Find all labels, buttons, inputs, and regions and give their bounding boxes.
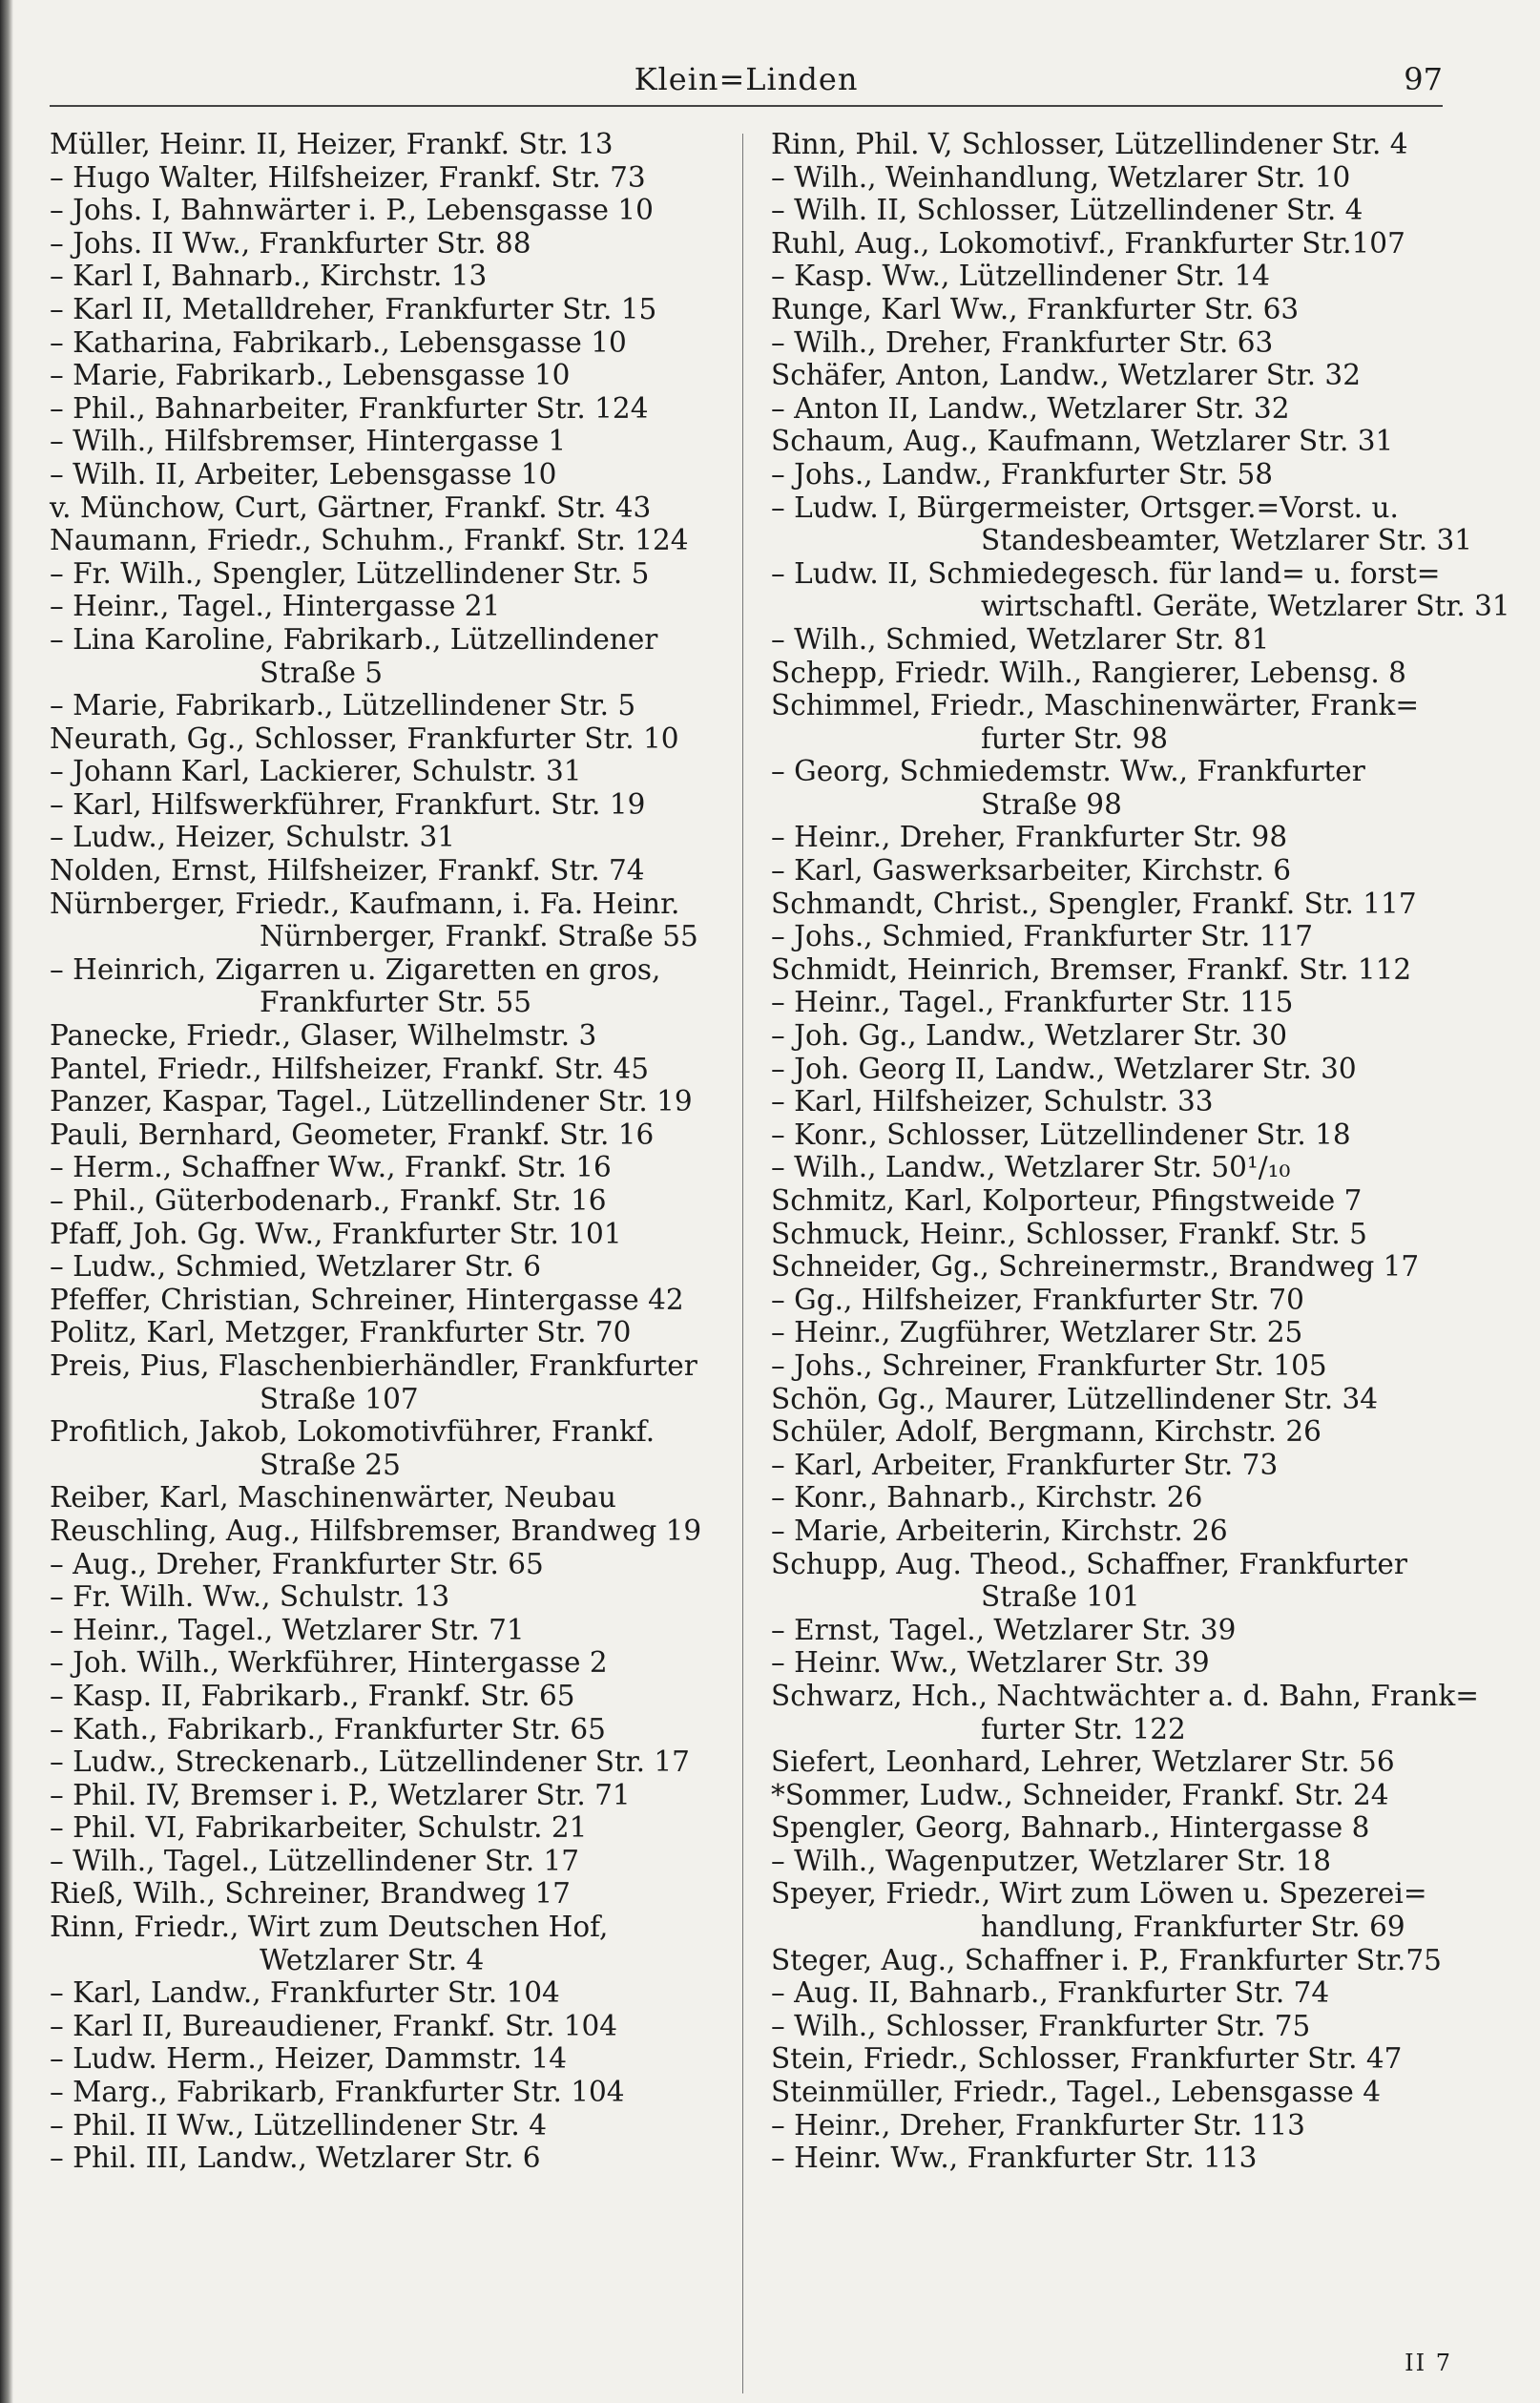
directory-entry	[50, 888, 725, 953]
entry-line: – Heinr. Ww., Frankfurter Str. 113	[771, 2142, 1258, 2175]
entry-line: – Karl, Hilfswerkführer, Frankfurt. Str. 19	[50, 787, 646, 821]
directory-entry	[50, 2010, 725, 2043]
entry-line: Schwarz, Hch., Nachtwächter a. d. Bahn, Frank=	[771, 1679, 1480, 1712]
directory-entry	[50, 1284, 725, 1317]
entry-line: – Ludw., Heizer, Schulstr. 31	[50, 821, 456, 854]
entry-line: – Karl II, Bureaudiener, Frankf. Str. 104	[50, 2009, 618, 2042]
entry-continuation: Straße 101	[981, 1580, 1140, 1614]
entry-line: – Marg., Fabrikarb, Frankfurter Str. 104	[50, 2076, 625, 2109]
directory-entry	[771, 2109, 1450, 2142]
directory-entry	[771, 359, 1450, 392]
entry-line: Politz, Karl, Metzger, Frankfurter Str. 70	[50, 1316, 632, 1349]
directory-entry	[50, 1548, 725, 1581]
entry-line: – Joh. Georg II, Landw., Wetzlarer Str. 30	[771, 1052, 1357, 1085]
entry-line: – Ernst, Tagel., Wetzlarer Str. 39	[771, 1613, 1237, 1646]
entry-continuation: furter Str. 122	[981, 1712, 1186, 1745]
entry-line: Panzer, Kaspar, Tagel., Lützellindener Str. 19	[50, 1085, 693, 1118]
directory-entry	[50, 1085, 725, 1118]
directory-entry	[771, 1118, 1450, 1152]
entry-line: Schaum, Aug., Kaufmann, Wetzlarer Str. 31	[771, 425, 1394, 458]
directory-entry	[771, 1019, 1450, 1053]
directory-entry	[771, 1316, 1450, 1349]
entry-line: – Ludw., Schmied, Wetzlarer Str. 6	[50, 1250, 541, 1284]
entry-line: Pauli, Bernhard, Geometer, Frankf. Str. 16	[50, 1118, 655, 1151]
entry-line: Schmandt, Christ., Spengler, Frankf. Str. 117	[771, 887, 1417, 920]
entry-line: – Marie, Fabrikarb., Lützellindener Str. 5	[50, 689, 636, 722]
entry-line: – Marie, Arbeiterin, Kirchstr. 26	[771, 1514, 1228, 1547]
entry-continuation: Frankfurter Str. 55	[260, 986, 532, 1019]
entry-line: – Karl II, Metalldreher, Frankfurter Str. 15	[50, 292, 657, 325]
entry-line: – Ludw. Herm., Heizer, Dammstr. 14	[50, 2042, 568, 2076]
entry-line: – Karl, Hilfsheizer, Schulstr. 33	[771, 1085, 1214, 1118]
directory-entry	[50, 1811, 725, 1845]
directory-entry	[771, 1548, 1450, 1614]
entry-line: Schön, Gg., Maurer, Lützellindener Str. 34	[771, 1382, 1379, 1415]
entry-continuation: Straße 98	[981, 787, 1122, 821]
directory-entry	[771, 2076, 1450, 2109]
entry-line: – Heinr. Ww., Wetzlarer Str. 39	[771, 1646, 1210, 1680]
directory-entry	[50, 128, 725, 161]
entry-line: Panecke, Friedr., Glaser, Wilhelmstr. 3	[50, 1019, 597, 1053]
directory-entry	[50, 1845, 725, 1878]
entry-line: – Aug., Dreher, Frankfurter Str. 65	[50, 1547, 544, 1580]
entry-line: Siefert, Leonhard, Lehrer, Wetzlarer Str. 56	[771, 1745, 1395, 1779]
entry-line: Schüler, Adolf, Bergmann, Kirchstr. 26	[771, 1415, 1321, 1449]
directory-entry	[50, 1349, 725, 1415]
entry-line: – Phil. II Ww., Lützellindener Str. 4	[50, 2108, 547, 2142]
entry-line: – Karl, Arbeiter, Frankfurter Str. 73	[771, 1448, 1279, 1481]
directory-entry	[50, 260, 725, 293]
directory-entry	[771, 1779, 1450, 1812]
directory-entry	[50, 689, 725, 722]
directory-entry	[771, 1944, 1450, 1977]
entry-line: – Heinr., Dreher, Frankfurter Str. 113	[771, 2108, 1305, 2142]
directory-entry	[50, 293, 725, 326]
directory-entry	[50, 161, 725, 195]
entry-line: – Wilh., Tagel., Lützellindener Str. 17	[50, 1844, 580, 1877]
page-title: Klein=Linden	[634, 61, 859, 97]
entry-continuation: furter Str. 98	[981, 721, 1169, 755]
entry-line: – Heinr., Zugführer, Wetzlarer Str. 25	[771, 1316, 1303, 1349]
directory-entry	[50, 227, 725, 261]
entry-continuation: Straße 25	[260, 1448, 401, 1481]
entry-line: – Karl, Landw., Frankfurter Str. 104	[50, 1976, 560, 2010]
entry-line: Profitlich, Jakob, Lokomotivführer, Frankf.	[50, 1415, 656, 1449]
entry-line: – Kasp. Ww., Lützellindener Str. 14	[771, 260, 1270, 293]
entry-line: Pantel, Friedr., Hilfsheizer, Frankf. Str. 45	[50, 1052, 649, 1085]
directory-entry	[771, 1250, 1450, 1284]
entry-line: – Wilh. II, Schlosser, Lützellindener Str. 4	[771, 194, 1363, 227]
entry-line: Schupp, Aug. Theod., Schaffner, Frankfurter	[771, 1547, 1407, 1580]
entry-line: v. Münchow, Curt, Gärtner, Frankf. Str. 43	[50, 491, 652, 524]
entry-line: – Georg, Schmiedemstr. Ww., Frankfurter	[771, 755, 1365, 788]
entry-continuation: Straße 5	[260, 656, 384, 689]
directory-entry	[50, 1877, 725, 1911]
entry-line: Preis, Pius, Flaschenbierhändler, Frankfurter	[50, 1348, 697, 1382]
directory-entry	[50, 1184, 725, 1218]
entry-continuation: Standesbeamter, Wetzlarer Str. 31	[981, 524, 1473, 557]
directory-entry	[771, 1151, 1450, 1184]
entry-line: – Konr., Schlosser, Lützellindener Str. 18	[771, 1118, 1351, 1151]
directory-entry	[771, 755, 1450, 821]
entry-line: Neurath, Gg., Schlosser, Frankfurter Str. 10	[50, 721, 679, 755]
directory-entry	[771, 194, 1450, 227]
directory-entry	[771, 953, 1450, 987]
directory-entry	[771, 326, 1450, 360]
directory-entry	[771, 161, 1450, 195]
directory-entry	[771, 1053, 1450, 1086]
directory-entry	[50, 2109, 725, 2142]
entry-line: – Johs., Schreiner, Frankfurter Str. 105	[771, 1348, 1327, 1382]
entry-line: – Ludw. I, Bürgermeister, Ortsger.=Vorst. u.	[771, 491, 1399, 524]
directory-entry	[771, 491, 1473, 557]
entry-line: – Gg., Hilfsheizer, Frankfurter Str. 70	[771, 1283, 1304, 1316]
entry-line: Müller, Heinr. II, Heizer, Frankf. Str. 13	[50, 128, 614, 160]
entry-line: – Joh. Gg., Landw., Wetzlarer Str. 30	[771, 1019, 1288, 1053]
directory-entry	[771, 854, 1450, 888]
directory-entry	[50, 953, 725, 1019]
entry-line: – Kasp. II, Fabrikarb., Frankf. Str. 65	[50, 1679, 575, 1712]
entry-line: – Hugo Walter, Hilfsheizer, Frankf. Str. 73	[50, 160, 646, 194]
entry-line: Schimmel, Friedr., Maschinenwärter, Frank=	[771, 689, 1420, 722]
directory-entry	[771, 1845, 1450, 1878]
entry-line: – Ludw. II, Schmiedegesch. für land= u. forst=	[771, 556, 1441, 590]
directory-entry	[771, 1184, 1450, 1218]
directory-entry	[50, 590, 725, 623]
entry-line: Nürnberger, Friedr., Kaufmann, i. Fa. Heinr.	[50, 887, 680, 920]
entry-line: – Phil., Güterbodenarb., Frankf. Str. 16	[50, 1184, 607, 1217]
entry-continuation: wirtschaftl. Geräte, Wetzlarer Str. 31	[981, 590, 1510, 623]
directory-entry	[50, 1481, 725, 1515]
directory-entry	[50, 821, 725, 854]
directory-entry	[771, 1976, 1450, 2010]
directory-entry	[771, 1745, 1450, 1779]
entry-line: – Karl I, Bahnarb., Kirchstr. 13	[50, 260, 488, 293]
entry-line: Reuschling, Aug., Hilfsbremser, Brandweg 19	[50, 1514, 702, 1547]
directory-entry	[771, 1284, 1450, 1317]
directory-entry	[771, 1085, 1450, 1118]
entry-line: – Marie, Fabrikarb., Lebensgasse 10	[50, 359, 571, 392]
entry-line: Schepp, Friedr. Wilh., Rangierer, Lebensg. 8	[771, 656, 1406, 689]
directory-entry	[771, 1646, 1450, 1680]
entry-line: – Wilh., Landw., Wetzlarer Str. 50¹/₁₀	[771, 1151, 1291, 1184]
entry-line: Steinmüller, Friedr., Tagel., Lebensgasse 4	[771, 2076, 1381, 2109]
entry-line: Pfeffer, Christian, Schreiner, Hintergasse 42	[50, 1283, 684, 1316]
entry-line: – Johs., Landw., Frankfurter Str. 58	[771, 457, 1273, 491]
entry-line: Schäfer, Anton, Landw., Wetzlarer Str. 32	[771, 359, 1361, 392]
directory-entry	[771, 1515, 1450, 1548]
entry-line: – Fr. Wilh., Spengler, Lützellindener Str. 5	[50, 556, 650, 590]
directory-entry	[50, 1713, 725, 1746]
entry-line: – Aug. II, Bahnarb., Frankfurter Str. 74	[771, 1976, 1330, 2010]
directory-entry	[50, 1779, 725, 1812]
directory-entry	[771, 458, 1450, 491]
entry-line: Stein, Friedr., Schlosser, Frankfurter Str. 47	[771, 2042, 1403, 2076]
directory-entry	[771, 1877, 1450, 1943]
directory-entry	[771, 1415, 1450, 1449]
entry-line: Schmitz, Karl, Kolporteur, Pfingstweide 7	[771, 1184, 1363, 1217]
directory-entry	[50, 491, 725, 525]
entry-line: – Heinr., Tagel., Wetzlarer Str. 71	[50, 1613, 525, 1646]
directory-entry	[771, 657, 1450, 690]
entry-line: – Fr. Wilh. Ww., Schulstr. 13	[50, 1580, 450, 1614]
entry-line: – Wilh., Schmied, Wetzlarer Str. 81	[771, 622, 1270, 656]
directory-entry	[50, 1118, 725, 1152]
right-column	[771, 128, 1510, 2175]
entry-line: *Sommer, Ludw., Schneider, Frankf. Str. 24	[771, 1778, 1389, 1811]
entry-line: – Herm., Schaffner Ww., Frankf. Str. 16	[50, 1151, 612, 1184]
entry-continuation: Nürnberger, Frankf. Straße 55	[260, 920, 698, 953]
directory-entry	[50, 359, 725, 392]
directory-entry	[50, 854, 725, 888]
directory-entry	[50, 194, 725, 227]
entry-line: Rinn, Phil. V, Schlosser, Lützellindener Str. 4	[771, 128, 1408, 160]
directory-entry	[50, 1911, 725, 1976]
entry-line: – Heinrich, Zigarren u. Zigaretten en gros,	[50, 952, 661, 986]
entry-line: – Johs. I, Bahnwärter i. P., Lebensgasse 10	[50, 194, 654, 227]
entry-line: – Phil. VI, Fabrikarbeiter, Schulstr. 21	[50, 1811, 588, 1845]
directory-entry	[771, 689, 1450, 755]
entry-line: – Wilh., Weinhandlung, Wetzlarer Str. 10	[771, 160, 1351, 194]
directory-entry	[771, 2010, 1450, 2043]
entry-line: – Konr., Bahnarb., Kirchstr. 26	[771, 1481, 1203, 1515]
entry-line: – Wilh., Wagenputzer, Wetzlarer Str. 18	[771, 1844, 1332, 1877]
directory-entry	[50, 1745, 725, 1779]
directory-entry	[50, 1053, 725, 1086]
directory-entry	[771, 392, 1450, 426]
directory-entry	[771, 1449, 1450, 1482]
entry-line: Rieß, Wilh., Schreiner, Brandweg 17	[50, 1877, 571, 1911]
directory-entry	[771, 1614, 1450, 1647]
entry-line: Schneider, Gg., Schreinermstr., Brandweg 17	[771, 1250, 1420, 1284]
directory-entry	[771, 293, 1450, 326]
directory-entry	[50, 2142, 725, 2175]
entry-line: – Wilh. II, Arbeiter, Lebensgasse 10	[50, 457, 557, 491]
signature-mark: II 7	[1405, 2350, 1452, 2376]
entry-line: Nolden, Ernst, Hilfsheizer, Frankf. Str. 74	[50, 854, 645, 888]
directory-entry	[50, 788, 725, 822]
directory-entry	[50, 1614, 725, 1647]
entry-line: Pfaff, Joh. Gg. Ww., Frankfurter Str. 101	[50, 1217, 622, 1250]
entry-continuation: Straße 107	[260, 1382, 419, 1415]
directory-entry	[771, 1679, 1480, 1745]
directory-entry	[771, 920, 1450, 953]
directory-entry	[50, 722, 725, 756]
entry-line: – Lina Karoline, Fabrikarb., Lützellindener	[50, 622, 658, 656]
entry-line: Steger, Aug., Schaffner i. P., Frankfurter Str.75	[771, 1943, 1442, 1976]
entry-line: Schmidt, Heinrich, Bremser, Frankf. Str. 112	[771, 952, 1412, 986]
directory-entry	[771, 1811, 1450, 1845]
entry-line: – Wilh., Dreher, Frankfurter Str. 63	[771, 325, 1274, 359]
directory-entry	[50, 755, 725, 788]
directory-entry	[771, 1481, 1450, 1515]
entry-line: – Katharina, Fabrikarb., Lebensgasse 10	[50, 325, 627, 359]
entry-line: Schmuck, Heinr., Schlosser, Frankf. Str. 5	[771, 1217, 1367, 1250]
directory-entry	[771, 888, 1450, 921]
directory-entry	[50, 1976, 725, 2010]
directory-entry	[50, 2076, 725, 2109]
entry-line: Naumann, Friedr., Schuhm., Frankf. Str. 124	[50, 524, 689, 557]
directory-entry	[771, 2142, 1450, 2175]
entry-line: – Johann Karl, Lackierer, Schulstr. 31	[50, 755, 582, 788]
entry-line: – Ludw., Streckenarb., Lützellindener Str. 17	[50, 1745, 690, 1779]
entry-line: Runge, Karl Ww., Frankfurter Str. 63	[771, 292, 1300, 325]
page-binding-edge	[0, 0, 13, 2403]
entry-line: – Phil. IV, Bremser i. P., Wetzlarer Str. 71	[50, 1778, 631, 1811]
directory-entry	[771, 623, 1450, 657]
directory-entry	[771, 260, 1450, 293]
entry-line: – Heinr., Dreher, Frankfurter Str. 98	[771, 821, 1288, 854]
directory-entry	[771, 1218, 1450, 1251]
directory-entry	[771, 128, 1450, 161]
directory-entry	[50, 1646, 725, 1680]
directory-entry	[771, 227, 1450, 261]
entry-line: – Wilh., Hilfsbremser, Hintergasse 1	[50, 425, 567, 458]
directory-entry	[771, 425, 1450, 458]
directory-entry	[50, 1515, 725, 1548]
entry-line: – Karl, Gaswerksarbeiter, Kirchstr. 6	[771, 854, 1292, 888]
entry-line: – Joh. Wilh., Werkführer, Hintergasse 2	[50, 1646, 608, 1680]
entry-continuation: Wetzlarer Str. 4	[260, 1943, 485, 1976]
directory-entry	[50, 557, 725, 591]
entry-line: – Wilh., Schlosser, Frankfurter Str. 75	[771, 2009, 1311, 2042]
directory-entry	[771, 556, 1510, 623]
directory-entry	[50, 1019, 725, 1053]
entry-line: Spengler, Georg, Bahnarb., Hintergasse 8	[771, 1811, 1370, 1845]
entry-line: – Phil., Bahnarbeiter, Frankfurter Str. 124	[50, 391, 649, 425]
directory-entry	[50, 425, 725, 458]
directory-entry	[50, 1415, 725, 1481]
entry-line: Speyer, Friedr., Wirt zum Löwen u. Spezerei=	[771, 1877, 1427, 1911]
directory-entry	[771, 2042, 1450, 2076]
entry-line: Rinn, Friedr., Wirt zum Deutschen Hof,	[50, 1911, 609, 1944]
page-header	[50, 55, 1443, 107]
directory-entry	[50, 623, 725, 689]
entry-line: – Johs., Schmied, Frankfurter Str. 117	[771, 920, 1314, 953]
entry-line: – Heinr., Tagel., Hintergasse 21	[50, 590, 501, 623]
directory-entry	[771, 1349, 1450, 1383]
directory-entry	[50, 1316, 725, 1349]
left-column	[50, 128, 725, 2175]
directory-entry	[50, 1218, 725, 1251]
directory-entry	[50, 1151, 725, 1184]
directory-entry	[771, 1383, 1450, 1416]
directory-entry	[50, 326, 725, 360]
directory-entry	[50, 1580, 725, 1614]
directory-entry	[50, 1250, 725, 1284]
directory-entry	[50, 458, 725, 491]
entry-line: – Kath., Fabrikarb., Frankfurter Str. 65	[50, 1712, 606, 1745]
directory-entry	[50, 392, 725, 426]
entry-line: – Anton II, Landw., Wetzlarer Str. 32	[771, 391, 1290, 425]
directory-entry	[771, 986, 1450, 1019]
directory-entry	[771, 821, 1450, 854]
entry-continuation: handlung, Frankfurter Str. 69	[981, 1911, 1405, 1944]
column-divider	[742, 134, 743, 2393]
entry-line: – Phil. III, Landw., Wetzlarer Str. 6	[50, 2142, 541, 2175]
entry-line: Ruhl, Aug., Lokomotivf., Frankfurter Str.107	[771, 226, 1405, 260]
entry-line: Reiber, Karl, Maschinenwärter, Neubau	[50, 1481, 616, 1515]
directory-entry	[50, 524, 725, 557]
directory-entry	[50, 1680, 725, 1713]
entry-line: – Johs. II Ww., Frankfurter Str. 88	[50, 226, 531, 260]
page-number: 97	[1404, 61, 1443, 97]
directory-entry	[50, 2042, 725, 2076]
entry-line: – Heinr., Tagel., Frankfurter Str. 115	[771, 986, 1294, 1019]
